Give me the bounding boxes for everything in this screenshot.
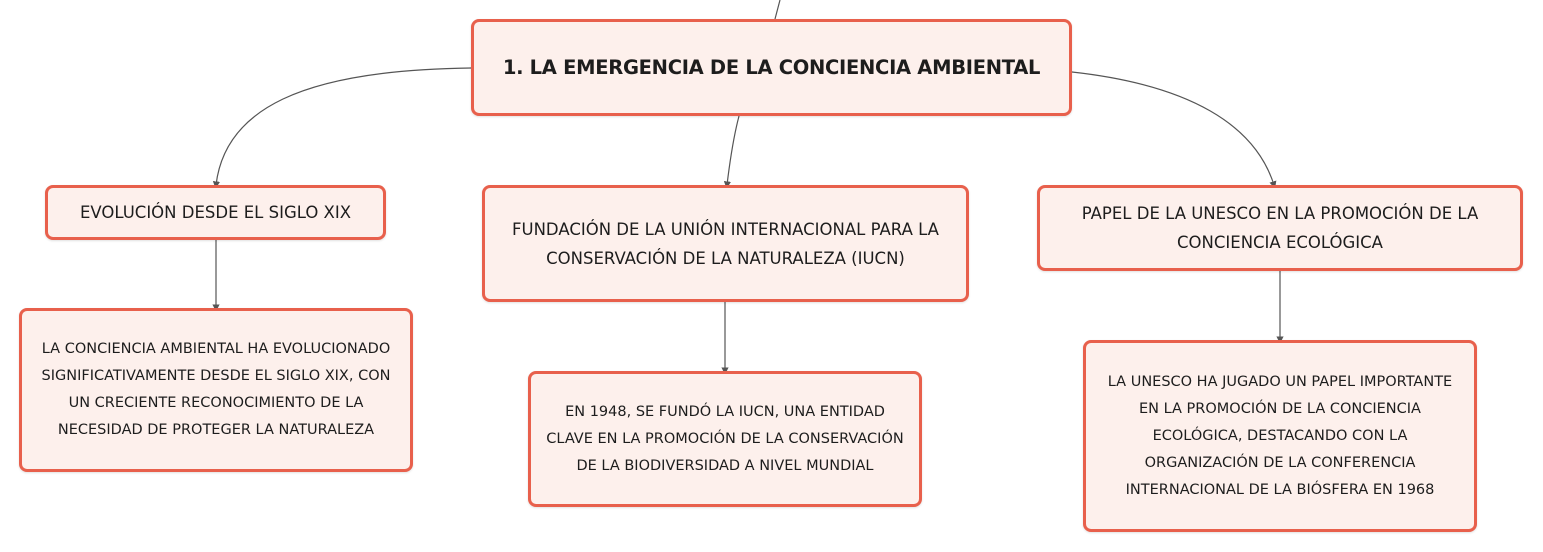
detail-text: LA CONCIENCIA AMBIENTAL HA EVOLUCIONADO SIGNIFICATIVAMENTE DESDE EL SIGLO XIX, CON UN CRECIENTE RECONOCIMIENTO DE LA NECESIDAD DE PROTEGER LA NATURALEZA [41, 341, 391, 438]
detail-node-unesco[interactable] [1083, 340, 1477, 532]
connector-root-topic-2 [727, 116, 739, 185]
connector-parent-root [775, 0, 780, 19]
connector-root-topic-1 [216, 68, 471, 185]
root-topic-label: 1. LA EMERGENCIA DE LA CONCIENCIA AMBIENTAL [502, 56, 1041, 79]
detail-node-evolucion[interactable] [19, 308, 413, 472]
detail-text: LA UNESCO HA JUGADO UN PAPEL IMPORTANTE EN LA PROMOCIÓN DE LA CONCIENCIA ECOLÓGICA, DESTACANDO CON LA ORGANIZACIÓN DE LA CONFERENCIA INTERNACIONAL DE LA BIÓSFERA EN 1968 [1107, 373, 1453, 498]
root-topic-node[interactable] [471, 19, 1072, 116]
detail-node-iucn[interactable] [528, 371, 922, 507]
subtopic-label: FUNDACIÓN DE LA UNIÓN INTERNACIONAL PARA LA CONSERVACIÓN DE LA NATURALEZA (IUCN) [512, 219, 939, 268]
subtopic-label: EVOLUCIÓN DESDE EL SIGLO XIX [79, 203, 352, 222]
subtopic-node-evolucion[interactable] [45, 185, 386, 240]
subtopic-label: PAPEL DE LA UNESCO EN LA PROMOCIÓN DE LA CONCIENCIA ECOLÓGICA [1081, 204, 1479, 252]
detail-text: EN 1948, SE FUNDÓ LA IUCN, UNA ENTIDAD CLAVE EN LA PROMOCIÓN DE LA CONSERVACIÓN DE LA BIODIVERSIDAD A NIVEL MUNDIAL [546, 403, 904, 474]
subtopic-node-unesco[interactable] [1037, 185, 1523, 271]
connector-root-topic-3 [1072, 72, 1274, 185]
subtopic-node-iucn[interactable] [482, 185, 969, 302]
